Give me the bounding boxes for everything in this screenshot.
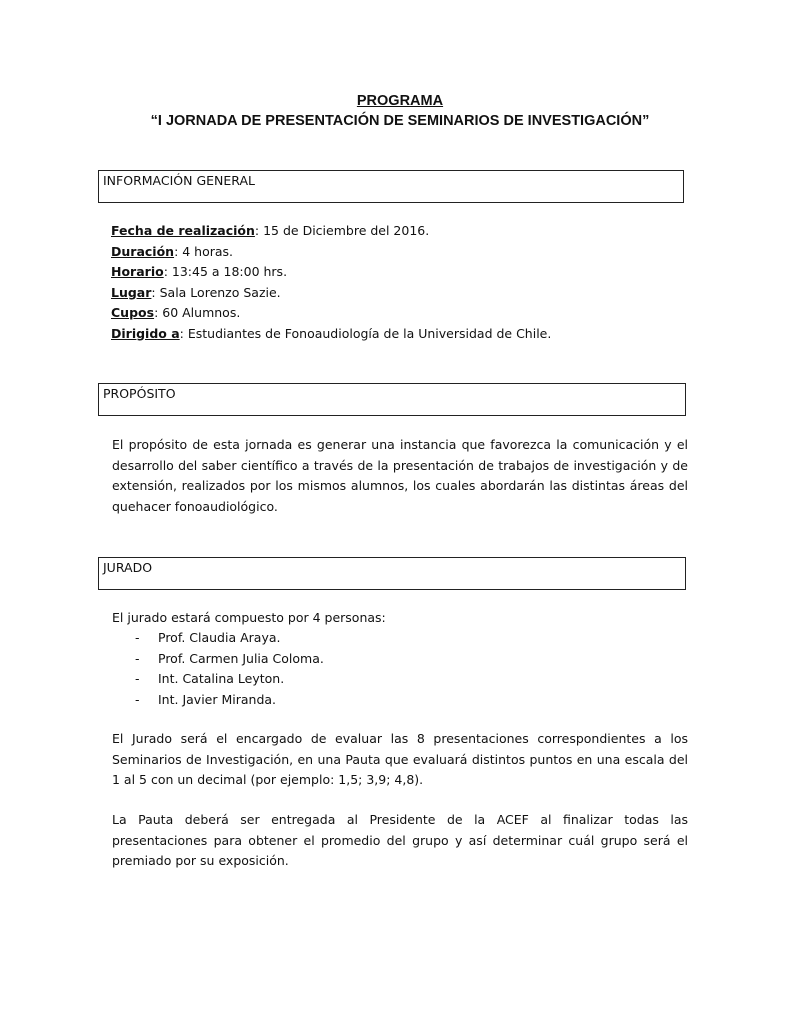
section-header-info	[98, 170, 684, 203]
list-item	[135, 669, 324, 690]
bullet-dash: -	[135, 650, 140, 666]
general-info-list	[111, 221, 551, 344]
info-audience	[111, 324, 551, 345]
jury-member-name: Prof. Claudia Araya.	[158, 630, 281, 645]
info-value: : Estudiantes de Fonoaudiología de la Universidad de Chile.	[179, 325, 552, 341]
list-item	[135, 690, 324, 711]
info-label: Duración	[111, 243, 175, 259]
jury-member-name: Prof. Carmen Julia Coloma.	[158, 650, 324, 666]
title-event-name: “I JORNADA DE PRESENTACIÓN DE SEMINARIOS DE INVESTIGACIÓN”	[150, 113, 650, 129]
info-schedule	[111, 262, 551, 283]
section-header-jury	[98, 557, 686, 590]
section-header-purpose	[98, 383, 686, 416]
jury-member-list	[135, 628, 324, 710]
section-heading-jury: JURADO	[103, 560, 153, 575]
info-label: Lugar	[111, 284, 152, 300]
bullet-dash: -	[135, 630, 140, 645]
section-heading-purpose: PROPÓSITO	[103, 386, 176, 401]
info-label: Fecha de realización	[111, 223, 255, 238]
info-date	[111, 221, 551, 242]
info-value: : 13:45 a 18:00 hrs.	[163, 264, 288, 279]
list-item	[135, 628, 324, 649]
info-label: Dirigido a	[111, 325, 180, 341]
jury-intro: El jurado estará compuesto por 4 personas:	[112, 610, 386, 625]
purpose-paragraph: El propósito de esta jornada es generar una instancia que favorezca la comunicación y el desarrollo del saber científico a través de la presentación de trabajos de investigación y de extensión, realizados por los mismos alumnos, los cuales abordarán las distintas áreas del quehacer fonoaudiológico.	[112, 437, 688, 514]
section-heading-info: INFORMACIÓN GENERAL	[103, 173, 255, 188]
info-place	[111, 283, 551, 304]
info-value: : 60 Alumnos.	[154, 305, 241, 320]
info-label: Cupos	[111, 305, 155, 320]
list-item	[135, 649, 324, 670]
document-title	[0, 91, 800, 131]
info-value: : 15 de Diciembre del 2016.	[254, 223, 430, 238]
title-programa: PROGRAMA	[356, 93, 444, 109]
jury-member-name: Int. Catalina Leyton.	[158, 671, 285, 686]
bullet-dash: -	[135, 671, 140, 686]
info-value: : 4 horas.	[174, 243, 234, 259]
jury-evaluation-paragraph: El Jurado será el encargado de evaluar las 8 presentaciones correspondientes a los Seminarios de Investigación, en una Pauta que evaluará distintos puntos en una escala del 1 al 5 con un decimal (por ejemplo: 1,5; 3,9; 4,8).	[112, 731, 688, 787]
jury-member-name: Int. Javier Miranda.	[158, 691, 277, 707]
jury-delivery-paragraph: La Pauta deberá ser entregada al Presidente de la ACEF al finalizar todas las presentaciones para obtener el promedio del grupo y así determinar cuál grupo será el premiado por su exposición.	[112, 812, 688, 868]
info-duration	[111, 242, 551, 263]
info-capacity	[111, 303, 551, 324]
info-label: Horario	[111, 264, 164, 279]
bullet-dash: -	[135, 691, 140, 707]
info-value: : Sala Lorenzo Sazie.	[151, 284, 281, 300]
